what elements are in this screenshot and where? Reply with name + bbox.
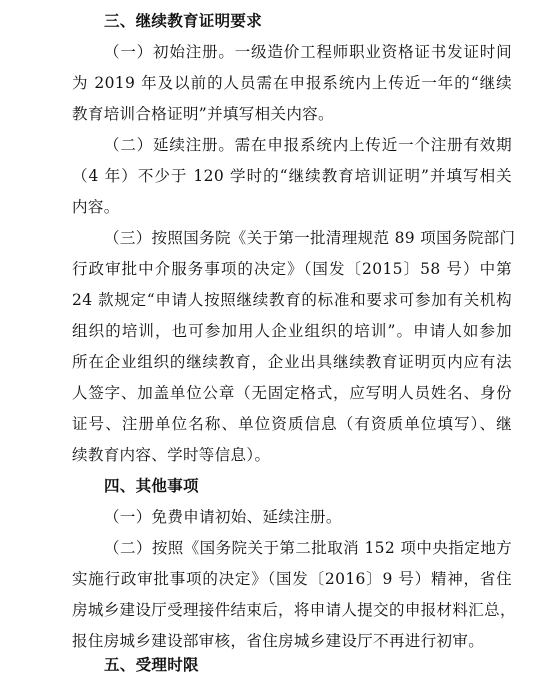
paragraph-line: 所在企业组织的继续教育，企业出具继续教育证明页内应有法 [72, 353, 512, 371]
paragraph-line: （二）延续注册。需在申报系统内上传近一个注册有效期 [104, 136, 512, 154]
paragraph-line: 24 款规定“申请人按照继续教育的标准和要求可参加有关机构 [72, 291, 512, 309]
paragraph-line: 组织的培训，也可参加用人企业组织的培训”。申请人如参加 [72, 322, 512, 340]
paragraph-line: （一）初始注册。一级造价工程师职业资格证书发证时间 [104, 43, 512, 61]
paragraph-line: 教育培训合格证明”并填写相关内容。 [72, 105, 334, 123]
paragraph-line: （一）免费申请初始、延续注册。 [104, 508, 342, 526]
paragraph-line: （三）按照国务院《关于第一批清理规范 89 项国务院部门 [104, 229, 516, 247]
paragraph-line: 人签字、加盖单位公章（无固定格式，应写明人员姓名、身份 [72, 384, 512, 402]
section-heading-other-matters: 四、其他事项 [104, 477, 199, 495]
paragraph-line: 内容。 [72, 198, 120, 216]
paragraph-line: 行政审批中介服务事项的决定》（国发〔2015〕58 号）中第 [72, 260, 512, 278]
paragraph-line: （二）按照《国务院关于第二批取消 152 项中央指定地方 [104, 539, 512, 557]
paragraph-line: 续教育内容、学时等信息）。 [72, 446, 271, 464]
paragraph-line: 证号、注册单位名称、单位资质信息（有资质单位填写）、继 [72, 415, 512, 433]
paragraph-line: 报住房城乡建设部审核，省住房城乡建设厅不再进行初审。 [72, 632, 485, 650]
paragraph-line: 房城乡建设厅受理接件结束后，将申请人提交的申报材料汇总， [72, 601, 516, 619]
section-heading-processing-time: 五、受理时限 [104, 656, 199, 674]
section-heading-continuing-education: 三、继续教育证明要求 [104, 12, 263, 30]
paragraph-line: 实施行政审批事项的决定》（国发〔2016〕9 号）精神，省住 [72, 570, 512, 588]
paragraph-line: （4 年）不少于 120 学时的“继续教育培训证明”并填写相关 [72, 167, 512, 185]
paragraph-line: 为 2019 年及以前的人员需在申报系统内上传近一年的“继续 [72, 74, 512, 92]
